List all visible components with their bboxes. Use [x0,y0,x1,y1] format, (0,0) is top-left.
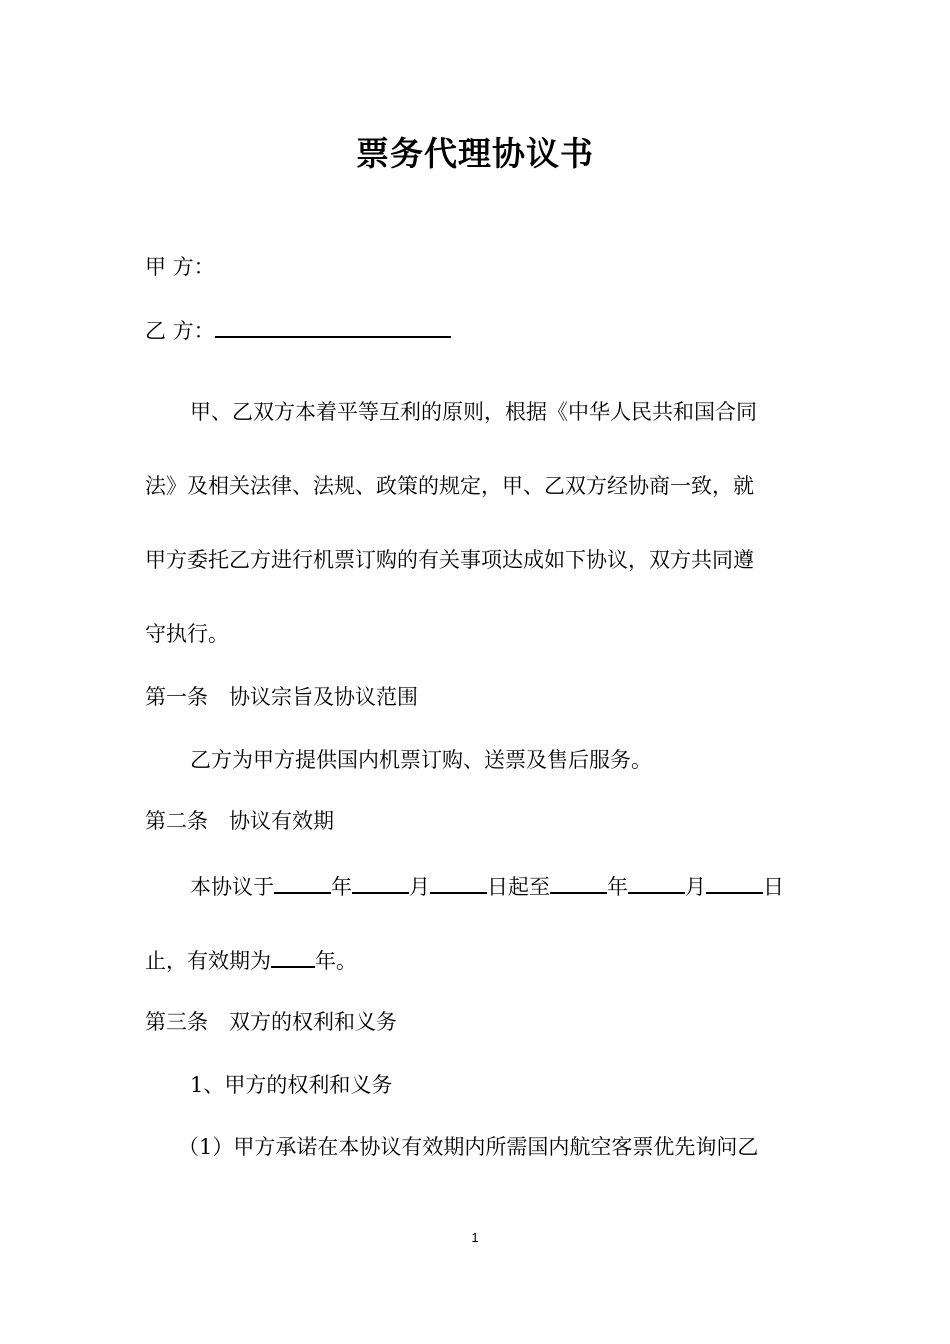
party-a-line [145,252,810,282]
intro-line-1: 甲、乙双方本着平等互利的原则，根据《中华人民共和国合同 [190,400,757,424]
intro-line-2: 法》及相关法律、法规、政策的规定，甲、乙双方经协商一致，就 [145,474,754,498]
article3-item1: （1）甲方承诺在本协议有效期内所需国内航空客票优先询问乙 [178,1135,759,1159]
blank-end-month [628,870,685,894]
article3-heading: 第三条 双方的权利和义务 [145,1010,397,1034]
term-text-month2: 月 [685,875,706,899]
party-a-label: 甲 方： [145,255,215,279]
term-text-month1: 月 [409,875,430,899]
blank-start-month [352,870,409,894]
article2-heading: 第二条 协议有效期 [145,809,334,833]
term-text-until: 日起至 [487,875,550,899]
article2-term-line-1 [190,870,810,902]
term-text-year2: 年 [607,875,628,899]
term-text-from: 本协议于 [190,875,274,899]
intro-line-3: 甲方委托乙方进行机票订购的有关事项达成如下协议，双方共同遵 [145,548,754,572]
blank-end-day [706,870,763,894]
article3-sub1: 1、甲方的权利和义务 [190,1073,393,1097]
blank-end-year [550,870,607,894]
term-text-year1: 年 [331,875,352,899]
article1-body: 乙方为甲方提供国内机票订购、送票及售后服务。 [190,748,652,772]
term-validity-prefix: 止，有效期为 [145,949,271,973]
document-title: 票务代理协议书 [356,134,594,173]
blank-validity-years [271,944,315,968]
page-number: 1 [471,1230,479,1245]
party-b-blank [215,314,451,338]
article2-term-line-2 [145,944,810,976]
blank-start-year [274,870,331,894]
blank-start-day [430,870,487,894]
term-validity-suffix: 年。 [315,949,357,973]
term-text-day2: 日 [763,875,784,899]
intro-line-4: 守执行。 [145,622,229,646]
party-b-line [145,314,810,346]
party-b-label: 乙 方： [145,319,215,343]
article1-heading: 第一条 协议宗旨及协议范围 [145,685,418,709]
